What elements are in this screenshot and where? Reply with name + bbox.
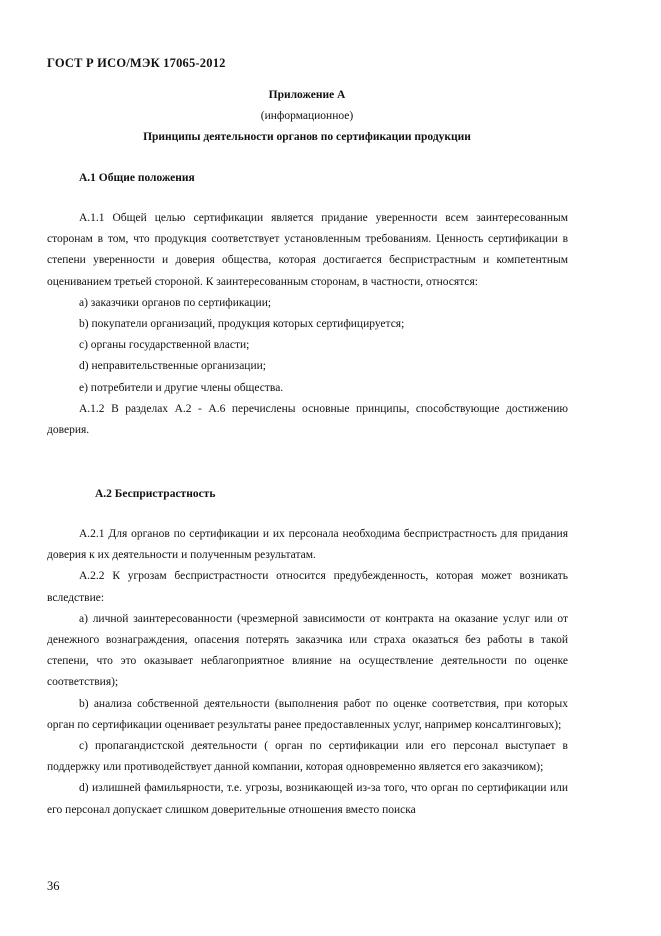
list-item-a: a) личной заинтересованности (чрезмерной зависимости от контракта на оказание услуг или от денежного вознаграждения, опасения потерять заказчика или страха оказаться без работы в такой степени, что это оказывает неблагоприятное влияние на осуществление деятельности по оценке соответствия); [47, 612, 568, 689]
appendix-title: Приложение А [268, 89, 346, 101]
list-item-d: d) неправительственные организации; [79, 360, 266, 373]
section-a1-heading: А.1 Общие положения [79, 172, 195, 184]
paragraph-a1-2: А.1.2 В разделах А.2 - А.6 перечислены основные принципы, способствующие достижению доверия. [47, 402, 568, 437]
appendix-subtitle: (информационное) [260, 110, 354, 122]
list-item-b: b) покупатели организаций, продукция которых сертифицируется; [79, 318, 405, 331]
page-number: 36 [47, 879, 60, 893]
paragraph-a1-1: А.1.1 Общей целью сертификации является придание уверенности всем заинтересованным сторонам в том, что продукция соответствует установленным требованиям. Ценность сертификации в степени уверенности и доверия общества, которая достигается беспристрастным и компетентным оцениванием третьей стороной. К заинтересованным сторонам, в частности, относятся: [47, 212, 568, 288]
paragraph-a2-1: А.2.1 Для органов по сертификации и их персонала необходима беспристрастность для придания доверия к их деятельности и полученным результатам. [47, 528, 568, 562]
section-a2-heading: А.2 Беспристрастность [95, 488, 216, 500]
list-item-d: d) излишней фамильярности, т.е. угрозы, возникающей из-за того, что орган по сертификации или его персонал допускает слишком доверительные отношения вместо поиска [47, 782, 568, 816]
list-item-c: c) пропагандистской деятельности ( орган по сертификации или его персонал выступает в поддержку или противодействует данной компании, которая одновременно является его заказчиком); [47, 740, 568, 774]
list-item-b: b) анализа собственной деятельности (выполнения работ по оценке соответствия, при которых орган по сертификации оценивает результаты ранее предоставленных услуг, например консалтинговых); [47, 697, 568, 731]
appendix-heading: Принципы деятельности органов по сертификации продукции [143, 131, 471, 143]
list-item-e: e) потребители и другие члены общества. [79, 381, 284, 394]
list-item-c: c) органы государственной власти; [79, 339, 250, 352]
paragraph-a2-2: А.2.2 К угрозам беспристрастности относится предубежденность, которая может возникать вследствие: [47, 570, 568, 604]
standard-code-header: ГОСТ Р ИСО/МЭК 17065-2012 [47, 56, 226, 70]
list-item-a: a) заказчики органов по сертификации; [79, 296, 272, 309]
section-a1-body [47, 208, 568, 441]
section-a2-body [47, 524, 568, 821]
